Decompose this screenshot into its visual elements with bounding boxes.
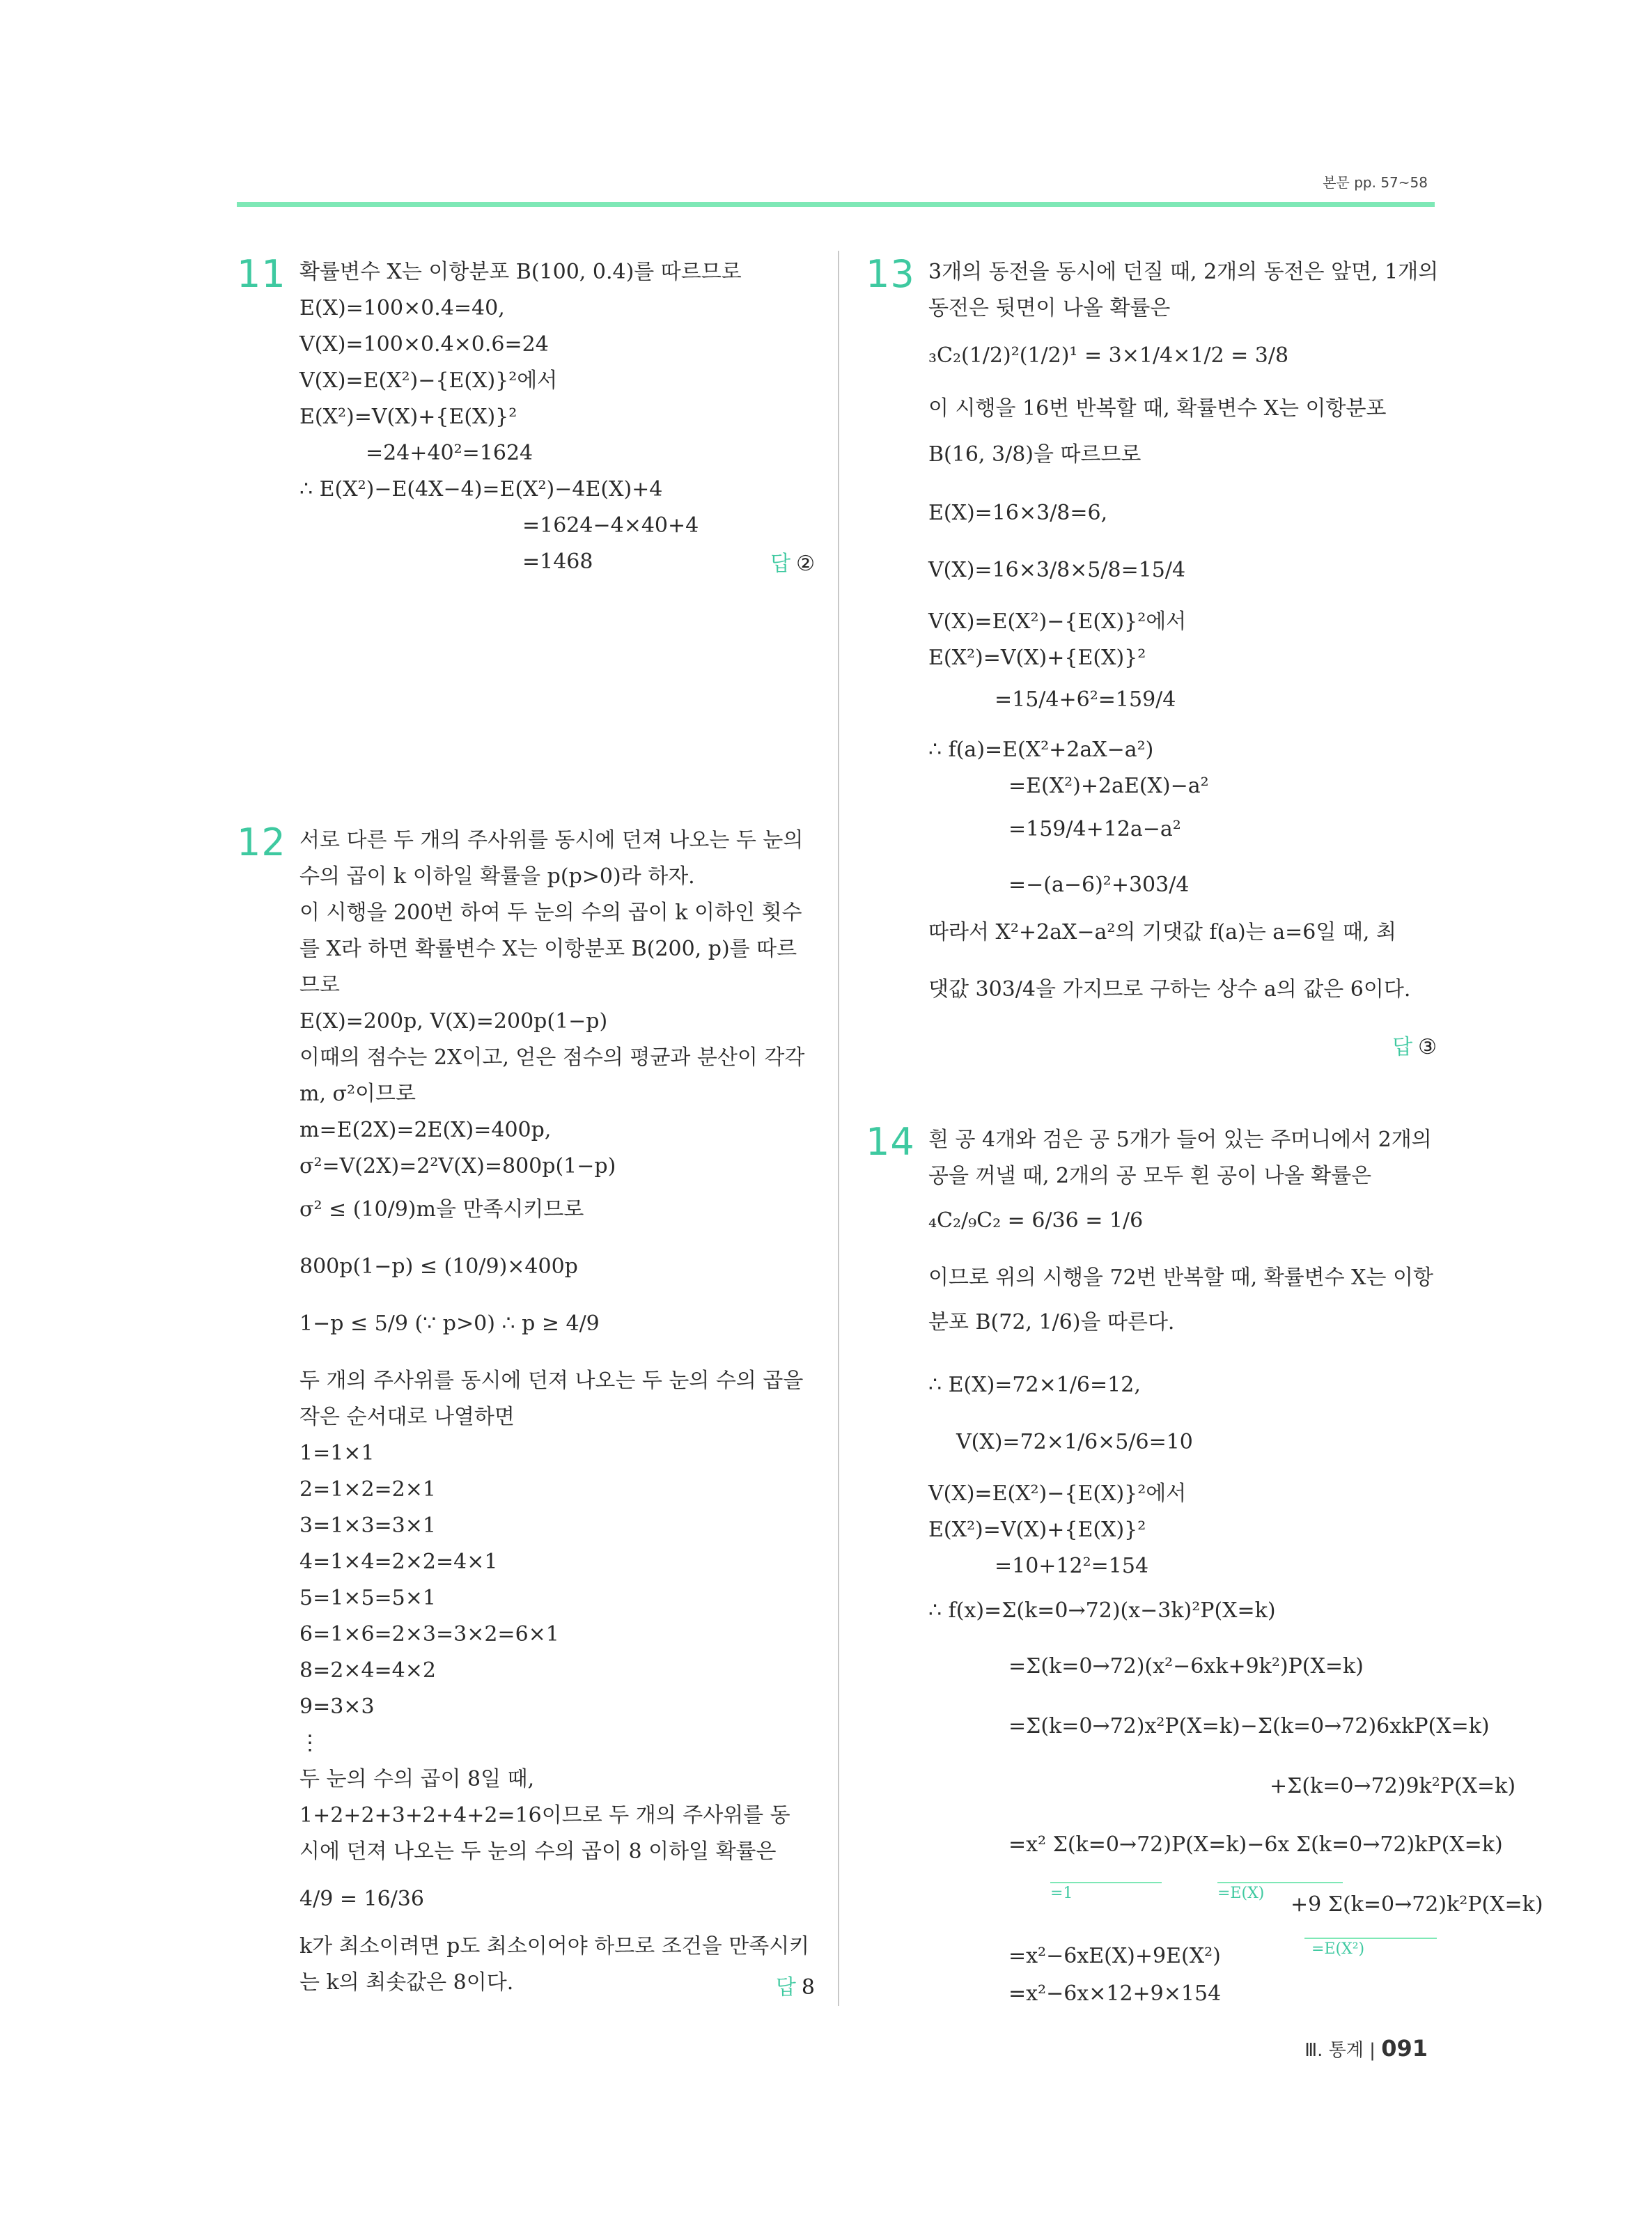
solution-line: =1468 [522,550,593,574]
solution-line: 공을 꺼낼 때, 2개의 공 모두 흰 공이 나올 확률은 [928,1164,1372,1188]
solution-line: 따라서 X²+2aX−a²의 기댓값 f(a)는 a=6일 때, 최 [928,920,1396,944]
answer-value: 8 [801,1975,815,2000]
solution-line: E(X²)=V(X)+{E(X)}² [299,405,517,429]
solution-line: 서로 다른 두 개의 주사위를 동시에 던져 나오는 두 눈의 [299,828,804,852]
solution-line: 두 개의 주사위를 동시에 던져 나오는 두 눈의 수의 곱을 [299,1369,804,1393]
problem-number: 11 [237,252,286,296]
solution-line: ⋮ [299,1731,320,1755]
note-sum-one: =1 [1050,1885,1073,1902]
solution-line: E(X²)=V(X)+{E(X)}² [928,1518,1146,1542]
solution-line: 1=1×1 [299,1441,375,1465]
solution-line: 1−p ≤ 5/9 (∵ p>0) ∴ p ≥ 4/9 [299,1311,600,1336]
solution-line: E(X)=200p, V(X)=200p(1−p) [299,1009,608,1034]
solution-line: ∴ f(x)=Σ(k=0→72)(x−3k)²P(X=k) [928,1598,1276,1623]
solution-line: 분포 B(72, 1/6)을 따른다. [928,1310,1175,1334]
solution-line: =x²−6xE(X)+9E(X²) [1008,1944,1221,1968]
solution-line: 이때의 점수는 2X이고, 얻은 점수의 평균과 분산이 각각 [299,1045,805,1070]
note-underline [1050,1882,1162,1883]
solution-line: V(X)=72×1/6×5/6=10 [956,1430,1193,1454]
solution-line: V(X)=E(X²)−{E(X)}²에서 [928,1481,1187,1506]
solution-line: B(16, 3/8)을 따르므로 [928,442,1141,467]
answer-label: 답 [775,1975,796,2000]
footer-separator: | [1369,2040,1376,2061]
page-reference: 본문 pp. 57~58 [1323,174,1428,191]
solution-line: 흰 공 4개와 검은 공 5개가 들어 있는 주머니에서 2개의 [928,1128,1432,1152]
solution-line: 1+2+2+3+2+4+2=16이므로 두 개의 주사위를 동 [299,1803,790,1828]
note-expectation: =E(X) [1217,1885,1265,1902]
problem-number: 14 [866,1120,915,1164]
solution-line: 동전은 뒷면이 나올 확률은 [928,296,1171,320]
solution-line: σ² ≤ (10/9)m을 만족시키므로 [299,1197,584,1222]
solution-line: =1624−4×40+4 [522,513,699,538]
solution-line: 두 눈의 수의 곱이 8일 때, [299,1767,535,1791]
solution-line: ∴ E(X²)−E(4X−4)=E(X²)−4E(X)+4 [299,477,663,501]
answer-label: 답 [770,552,791,576]
note-second-moment: =E(X²) [1311,1940,1365,1958]
answer-value: ② [796,552,815,576]
page-footer [1304,2035,1428,2062]
note-underline [1304,1938,1437,1939]
solution-line: m, σ²이므로 [299,1082,416,1106]
solution-line: V(X)=E(X²)−{E(X)}²에서 [928,609,1187,634]
solution-line: 댓값 303/4을 가지므로 구하는 상수 a의 값은 6이다. [928,977,1411,1002]
header-rule [237,202,1435,207]
solution-line: 시에 던져 나오는 두 눈의 수의 곱이 8 이하일 확률은 [299,1839,777,1864]
solution-line: 5=1×5=5×1 [299,1586,436,1610]
solution-line: =x² Σ(k=0→72)P(X=k)−6x Σ(k=0→72)kP(X=k) [1008,1832,1503,1857]
column-divider [838,251,839,2006]
solution-line: σ²=V(2X)=2²V(X)=800p(1−p) [299,1154,616,1178]
solution-line: =24+40²=1624 [366,441,533,465]
problem-14 [866,1120,1543,2025]
solution-line: 4/9 = 16/36 [299,1887,424,1911]
solution-line: V(X)=100×0.4×0.6=24 [299,332,549,357]
solution-line: +9 Σ(k=0→72)k²P(X=k) [1291,1892,1543,1917]
solution-line: 2=1×2=2×1 [299,1477,436,1502]
solution-line: 9=3×3 [299,1695,375,1719]
solution-line: 이므로 위의 시행을 72번 반복할 때, 확률변수 X는 이항 [928,1266,1433,1290]
answer [1392,1029,1437,1060]
solution-line: 는 k의 최솟값은 8이다. [299,1970,514,1995]
problem-12 [237,820,815,2025]
solution-line: =Σ(k=0→72)(x²−6xk+9k²)P(X=k) [1008,1654,1364,1679]
solution-line: =Σ(k=0→72)x²P(X=k)−Σ(k=0→72)6xkP(X=k) [1008,1714,1490,1738]
problem-11 [237,252,815,593]
problem-number: 12 [237,820,286,864]
solution-line: k가 최소이려면 p도 최소이어야 하므로 조건을 만족시키 [299,1934,810,1958]
solution-line: ₄C₂/₉C₂ = 6/36 = 1/6 [928,1208,1144,1233]
solution-line: 3개의 동전을 동시에 던질 때, 2개의 동전은 앞면, 1개의 [928,260,1439,284]
solution-line: =E(X²)+2aE(X)−a² [1008,774,1209,798]
solution-line: =−(a−6)²+303/4 [1008,873,1190,897]
solution-line: 3=1×3=3×1 [299,1513,436,1538]
solution-line: ₃C₂(1/2)²(1/2)¹ = 3×1/4×1/2 = 3/8 [928,343,1289,368]
solution-line: V(X)=E(X²)−{E(X)}²에서 [299,368,558,393]
solution-line: 이 시행을 16번 반복할 때, 확률변수 X는 이항분포 [928,396,1387,421]
solution-line: m=E(2X)=2E(X)=400p, [299,1118,552,1142]
solution-line: 므로 [299,973,340,997]
solution-line: E(X²)=V(X)+{E(X)}² [928,646,1146,670]
answer-value: ③ [1418,1035,1437,1059]
problem-13 [866,252,1439,1081]
answer-label: 답 [1392,1035,1413,1059]
solution-line: 를 X라 하면 확률변수 X는 이항분포 B(200, p)를 따르 [299,937,797,961]
solution-line: ∴ f(a)=E(X²+2aX−a²) [928,738,1154,762]
solution-line: =x²−6x×12+9×154 [1008,1981,1222,2006]
solution-line: 작은 순서대로 나열하면 [299,1405,515,1429]
answer [770,546,815,577]
solution-line: +Σ(k=0→72)9k²P(X=k) [1270,1774,1516,1798]
solution-line: 수의 곱이 k 이하일 확률을 p(p>0)라 하자. [299,864,695,889]
solution-line: =10+12²=154 [995,1554,1149,1578]
solution-line: 확률변수 X는 이항분포 B(100, 0.4)를 따르므로 [299,260,742,284]
solution-line: =15/4+6²=159/4 [995,687,1176,712]
answer [776,1970,815,2000]
solution-line: E(X)=16×3/8=6, [928,501,1108,525]
note-underline [1217,1882,1343,1883]
solution-line: V(X)=16×3/8×5/8=15/4 [928,558,1186,582]
section-label: Ⅲ. 통계 [1304,2040,1364,2061]
solution-line: 6=1×6=2×3=3×2=6×1 [299,1622,559,1646]
problem-number: 13 [866,252,915,296]
solution-line: 4=1×4=2×2=4×1 [299,1550,498,1574]
solution-line: 8=2×4=4×2 [299,1658,436,1683]
solution-line: =159/4+12a−a² [1008,817,1181,841]
page-number: 091 [1381,2035,1428,2062]
solution-line: E(X)=100×0.4=40, [299,296,505,320]
solution-line: ∴ E(X)=72×1/6=12, [928,1373,1141,1397]
solution-line: 800p(1−p) ≤ (10/9)×400p [299,1254,578,1279]
solution-line: 이 시행을 200번 하여 두 눈의 수의 곱이 k 이하인 횟수 [299,901,802,925]
